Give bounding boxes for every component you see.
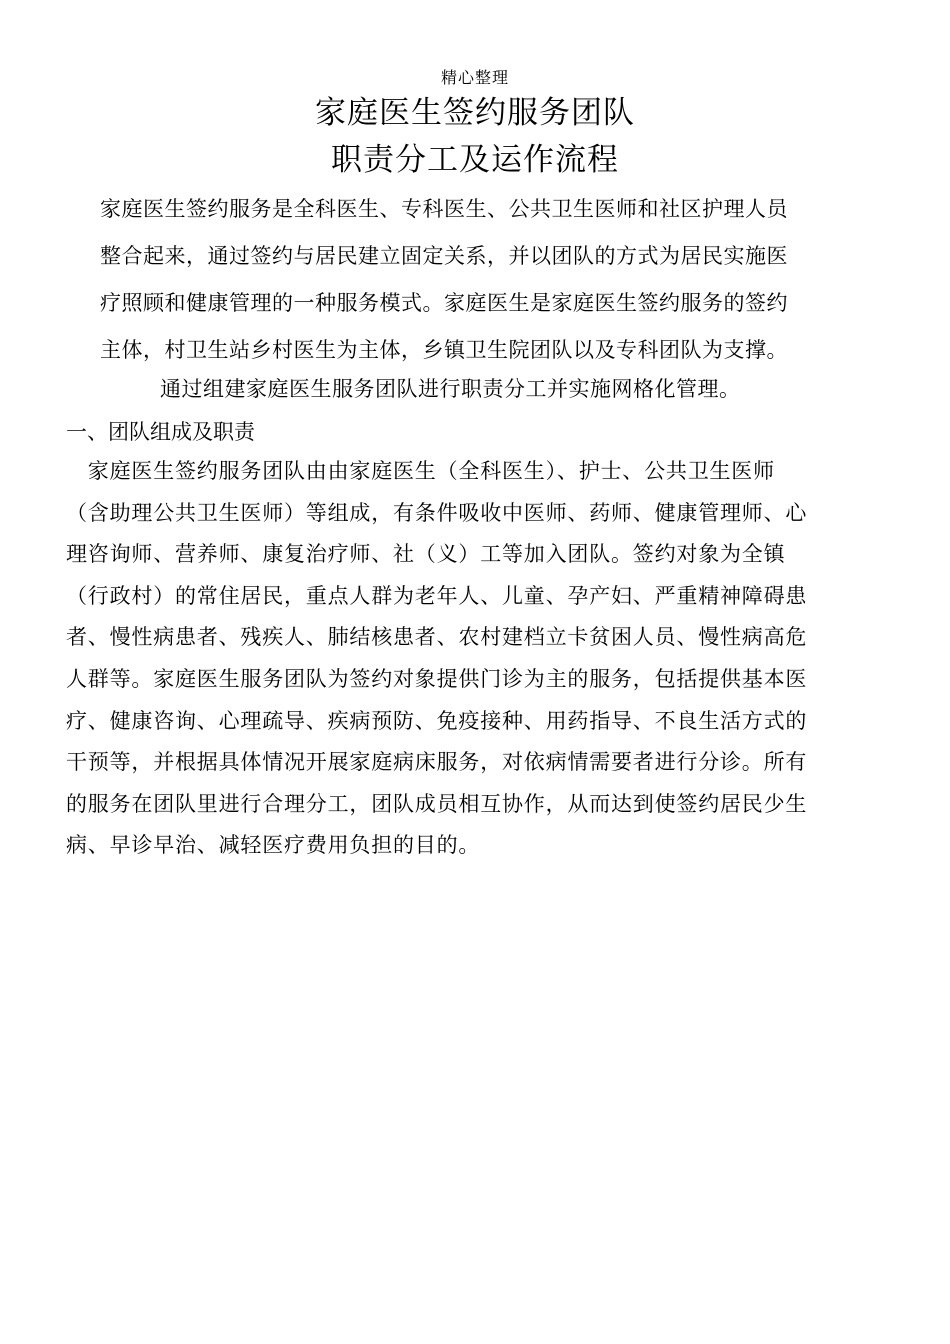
- header-note: 精心整理: [440, 68, 509, 87]
- intro-line: 疗照顾和健康管理的一种服务模式。家庭医生是家庭医生签约服务的签约: [100, 291, 788, 315]
- body-line: （含助理公共卫生医师）等组成，有条件吸收中医师、药师、健康管理师、心: [66, 500, 808, 525]
- intro-line: 家庭医生签约服务是全科医生、专科医生、公共卫生医师和社区护理人员: [100, 197, 788, 221]
- section-heading: 一、团队组成及职责: [66, 420, 255, 444]
- body-line: 疗、健康咨询、心理疏导、疾病预防、免疫接种、用药指导、不良生活方式的: [66, 708, 808, 733]
- body-line: 人群等。家庭医生服务团队为签约对象提供门诊为主的服务，包括提供基本医: [66, 666, 808, 691]
- intro-line: 主体，村卫生站乡村医生为主体，乡镇卫生院团队以及专科团队为支撑。: [100, 338, 788, 362]
- document-title-line-2: 职责分工及运作流程: [331, 142, 619, 178]
- document-title-line-1: 家庭医生签约服务团队: [315, 95, 635, 131]
- intro-line: 整合起来，通过签约与居民建立固定关系，并以团队的方式为居民实施医: [100, 244, 788, 268]
- body-line: （行政村）的常住居民，重点人群为老年人、儿童、孕产妇、严重精神障碍患: [66, 583, 808, 608]
- body-line: 者、慢性病患者、残疾人、肺结核患者、农村建档立卡贫困人员、慢性病高危: [66, 625, 808, 650]
- intro-summary-line: 通过组建家庭医生服务团队进行职责分工并实施网格化管理。: [160, 377, 741, 401]
- intro-paragraph: [100, 186, 860, 374]
- body-line: 病、早诊早治、减轻医疗费用负担的目的。: [66, 833, 481, 858]
- body-line: 干预等，并根据具体情况开展家庭病床服务，对依病情需要者进行分诊。所有: [66, 750, 808, 775]
- body-line: 家庭医生签约服务团队由由家庭医生（全科医生）、护士、公共卫生医师: [66, 459, 775, 483]
- section-body-paragraph: [66, 451, 886, 867]
- body-line: 理咨询师、营养师、康复治疗师、社（义）工等加入团队。签约对象为全镇: [66, 542, 786, 567]
- body-line: 的服务在团队里进行合理分工，团队成员相互协作，从而达到使签约居民少生: [66, 791, 808, 816]
